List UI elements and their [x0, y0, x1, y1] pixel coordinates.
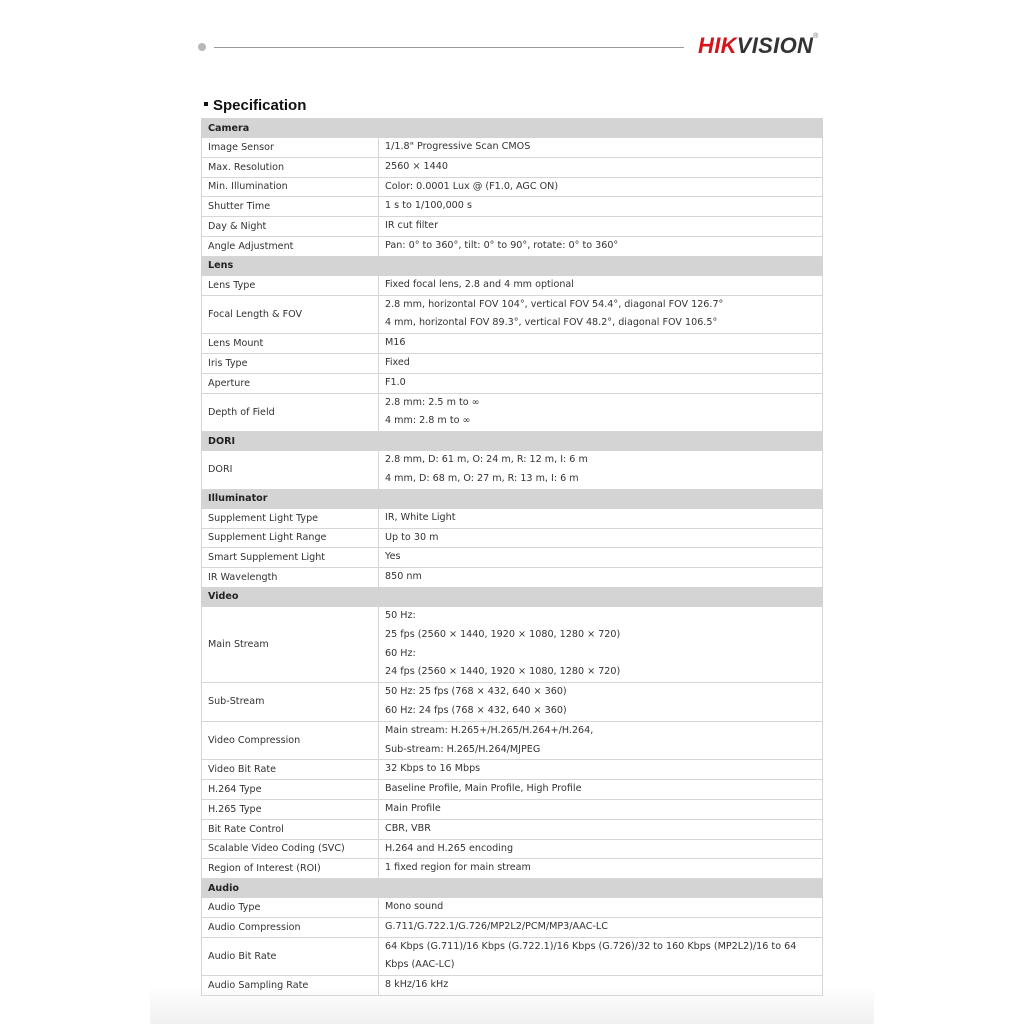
spec-value-line: Color: 0.0001 Lux @ (F1.0, AGC ON) [385, 180, 559, 192]
category-label: DORI [202, 432, 823, 451]
spec-value-line: 60 Hz: [385, 647, 416, 659]
spec-row [202, 859, 823, 879]
spec-value [379, 197, 823, 217]
spec-value [379, 721, 823, 760]
spec-label: Iris Type [202, 353, 379, 373]
spec-row [202, 197, 823, 217]
spec-value-line: 60 Hz: 24 fps (768 × 432, 640 × 360) [385, 704, 567, 716]
spec-row [202, 606, 823, 682]
spec-label: Audio Bit Rate [202, 937, 379, 976]
spec-row [202, 819, 823, 839]
spec-value [379, 780, 823, 800]
spec-value [379, 393, 823, 432]
spec-value [379, 373, 823, 393]
spec-value [379, 976, 823, 996]
spec-label: H.265 Type [202, 799, 379, 819]
spec-value-line: 50 Hz: [385, 609, 416, 621]
spec-value-line: 4 mm, D: 68 m, O: 27 m, R: 13 m, I: 6 m [385, 472, 579, 484]
spec-value [379, 819, 823, 839]
brand-logo [698, 33, 819, 59]
spec-row [202, 898, 823, 918]
spec-value [379, 157, 823, 177]
spec-value [379, 508, 823, 528]
spec-row [202, 138, 823, 158]
spec-value-line: CBR, VBR [385, 822, 431, 834]
spec-label: Image Sensor [202, 138, 379, 158]
spec-value [379, 937, 823, 976]
spec-value-line: IR cut filter [385, 220, 439, 232]
spec-value [379, 839, 823, 859]
spec-row [202, 508, 823, 528]
spec-table [201, 118, 823, 996]
spec-value-line: F1.0 [385, 376, 406, 388]
spec-row [202, 976, 823, 996]
spec-label: Region of Interest (ROI) [202, 859, 379, 879]
bullet-icon [204, 102, 208, 106]
category-row [202, 119, 823, 138]
spec-value [379, 275, 823, 295]
spec-value [379, 898, 823, 918]
spec-value-line: 64 Kbps (G.711)/16 Kbps (G.722.1)/16 Kbps (G.726)/32 to 160 Kbps (MP2L2)/16 to 64 [385, 940, 797, 952]
spec-value-line: Fixed focal lens, 2.8 and 4 mm optional [385, 278, 574, 290]
spec-value-line: 4 mm, horizontal FOV 89.3°, vertical FOV 48.2°, diagonal FOV 106.5° [385, 317, 718, 329]
spec-value [379, 606, 823, 682]
spec-row [202, 799, 823, 819]
spec-label: Audio Sampling Rate [202, 976, 379, 996]
spec-value-line: 1 fixed region for main stream [385, 862, 531, 874]
spec-value [379, 528, 823, 548]
spec-label: Lens Type [202, 275, 379, 295]
spec-value-line: 1/1.8" Progressive Scan CMOS [385, 141, 531, 152]
spec-value [379, 236, 823, 256]
spec-value-line: Yes [385, 551, 401, 563]
spec-row [202, 393, 823, 432]
spec-value [379, 683, 823, 722]
spec-value [379, 334, 823, 354]
spec-row [202, 177, 823, 197]
spec-label: Day & Night [202, 217, 379, 237]
brand-logo-red: HIK [698, 33, 737, 58]
spec-row [202, 548, 823, 568]
spec-row [202, 451, 823, 490]
spec-row [202, 217, 823, 237]
spec-row [202, 334, 823, 354]
spec-value-line: Main stream: H.265+/H.265/H.264+/H.264, [385, 724, 594, 736]
spec-value [379, 799, 823, 819]
spec-value [379, 917, 823, 937]
spec-label: Audio Type [202, 898, 379, 918]
spec-row [202, 683, 823, 722]
spec-label: Focal Length & FOV [202, 295, 379, 334]
spec-label: Video Compression [202, 721, 379, 760]
spec-row [202, 353, 823, 373]
category-row [202, 879, 823, 898]
spec-label: IR Wavelength [202, 568, 379, 588]
spec-value-line: 850 nm [385, 571, 422, 583]
spec-value [379, 353, 823, 373]
header-rule [214, 47, 684, 48]
spec-value-line: 2.8 mm, D: 61 m, O: 24 m, R: 12 m, I: 6 m [385, 454, 588, 466]
spec-row [202, 937, 823, 976]
spec-value [379, 760, 823, 780]
spec-value-line: 2.8 mm: 2.5 m to ∞ [385, 396, 480, 408]
category-row [202, 587, 823, 606]
spec-row [202, 157, 823, 177]
spec-label: Depth of Field [202, 393, 379, 432]
spec-value-line: H.264 and H.265 encoding [385, 842, 514, 854]
category-label: Illuminator [202, 489, 823, 508]
spec-value-line: 24 fps (2560 × 1440, 1920 × 1080, 1280 × 720) [385, 666, 621, 678]
spec-value-line: Sub-stream: H.265/H.264/MJPEG [385, 743, 541, 755]
spec-value-line: 1 s to 1/100,000 s [385, 200, 472, 212]
spec-row [202, 568, 823, 588]
registered-mark: ® [813, 33, 819, 40]
spec-label: Aperture [202, 373, 379, 393]
spec-value [379, 177, 823, 197]
spec-label: Angle Adjustment [202, 236, 379, 256]
spec-value [379, 548, 823, 568]
spec-row [202, 721, 823, 760]
category-row [202, 489, 823, 508]
spec-value [379, 568, 823, 588]
spec-value-line: 25 fps (2560 × 1440, 1920 × 1080, 1280 × 720) [385, 628, 621, 640]
spec-value [379, 859, 823, 879]
spec-value [379, 138, 823, 158]
section-title [204, 97, 306, 114]
spec-row [202, 917, 823, 937]
spec-value-line: Baseline Profile, Main Profile, High Profile [385, 783, 582, 795]
spec-value [379, 217, 823, 237]
spec-label: Bit Rate Control [202, 819, 379, 839]
spec-row [202, 373, 823, 393]
spec-row [202, 839, 823, 859]
spec-row [202, 275, 823, 295]
section-title-text: Specification [213, 97, 307, 114]
spec-row [202, 780, 823, 800]
header-dot [198, 43, 206, 51]
spec-label: Shutter Time [202, 197, 379, 217]
spec-value-line: 8 kHz/16 kHz [385, 979, 449, 991]
spec-label: H.264 Type [202, 780, 379, 800]
category-label: Audio [202, 879, 823, 898]
spec-row [202, 528, 823, 548]
category-row [202, 432, 823, 451]
category-label: Camera [202, 119, 823, 138]
category-label: Video [202, 587, 823, 606]
brand-logo-dark: VISION [736, 33, 814, 58]
spec-value-line: 2560 × 1440 [385, 160, 448, 172]
spec-label: Min. Illumination [202, 177, 379, 197]
spec-value-line: 32 Kbps to 16 Mbps [385, 763, 481, 775]
spec-label: Lens Mount [202, 334, 379, 354]
spec-label: Main Stream [202, 606, 379, 682]
spec-label: Video Bit Rate [202, 760, 379, 780]
category-label: Lens [202, 256, 823, 275]
spec-label: DORI [202, 451, 379, 490]
spec-value-line: 50 Hz: 25 fps (768 × 432, 640 × 360) [385, 686, 567, 698]
spec-label: Max. Resolution [202, 157, 379, 177]
spec-value-line: 2.8 mm, horizontal FOV 104°, vertical FOV 54.4°, diagonal FOV 126.7° [385, 298, 724, 310]
spec-label: Scalable Video Coding (SVC) [202, 839, 379, 859]
spec-label: Audio Compression [202, 917, 379, 937]
category-row [202, 256, 823, 275]
spec-value-line: Kbps (AAC-LC) [385, 959, 455, 971]
spec-value [379, 295, 823, 334]
spec-value-line: 4 mm: 2.8 m to ∞ [385, 415, 471, 427]
spec-value-line: Fixed [385, 356, 410, 368]
spec-value [379, 451, 823, 490]
spec-value-line: G.711/G.722.1/G.726/MP2L2/PCM/MP3/AAC-LC [385, 920, 608, 932]
spec-row [202, 295, 823, 334]
spec-value-line: Mono sound [385, 901, 444, 913]
spec-label: Smart Supplement Light [202, 548, 379, 568]
spec-value-line: IR, White Light [385, 511, 456, 523]
spec-label: Supplement Light Range [202, 528, 379, 548]
spec-value-line: Pan: 0° to 360°, tilt: 0° to 90°, rotate: 0° to 360° [385, 239, 619, 251]
spec-label: Supplement Light Type [202, 508, 379, 528]
spec-label: Sub-Stream [202, 683, 379, 722]
spec-value-line: M16 [385, 337, 406, 349]
spec-value-line: Up to 30 m [385, 531, 439, 543]
spec-row [202, 236, 823, 256]
spec-value-line: Main Profile [385, 802, 441, 814]
spec-row [202, 760, 823, 780]
